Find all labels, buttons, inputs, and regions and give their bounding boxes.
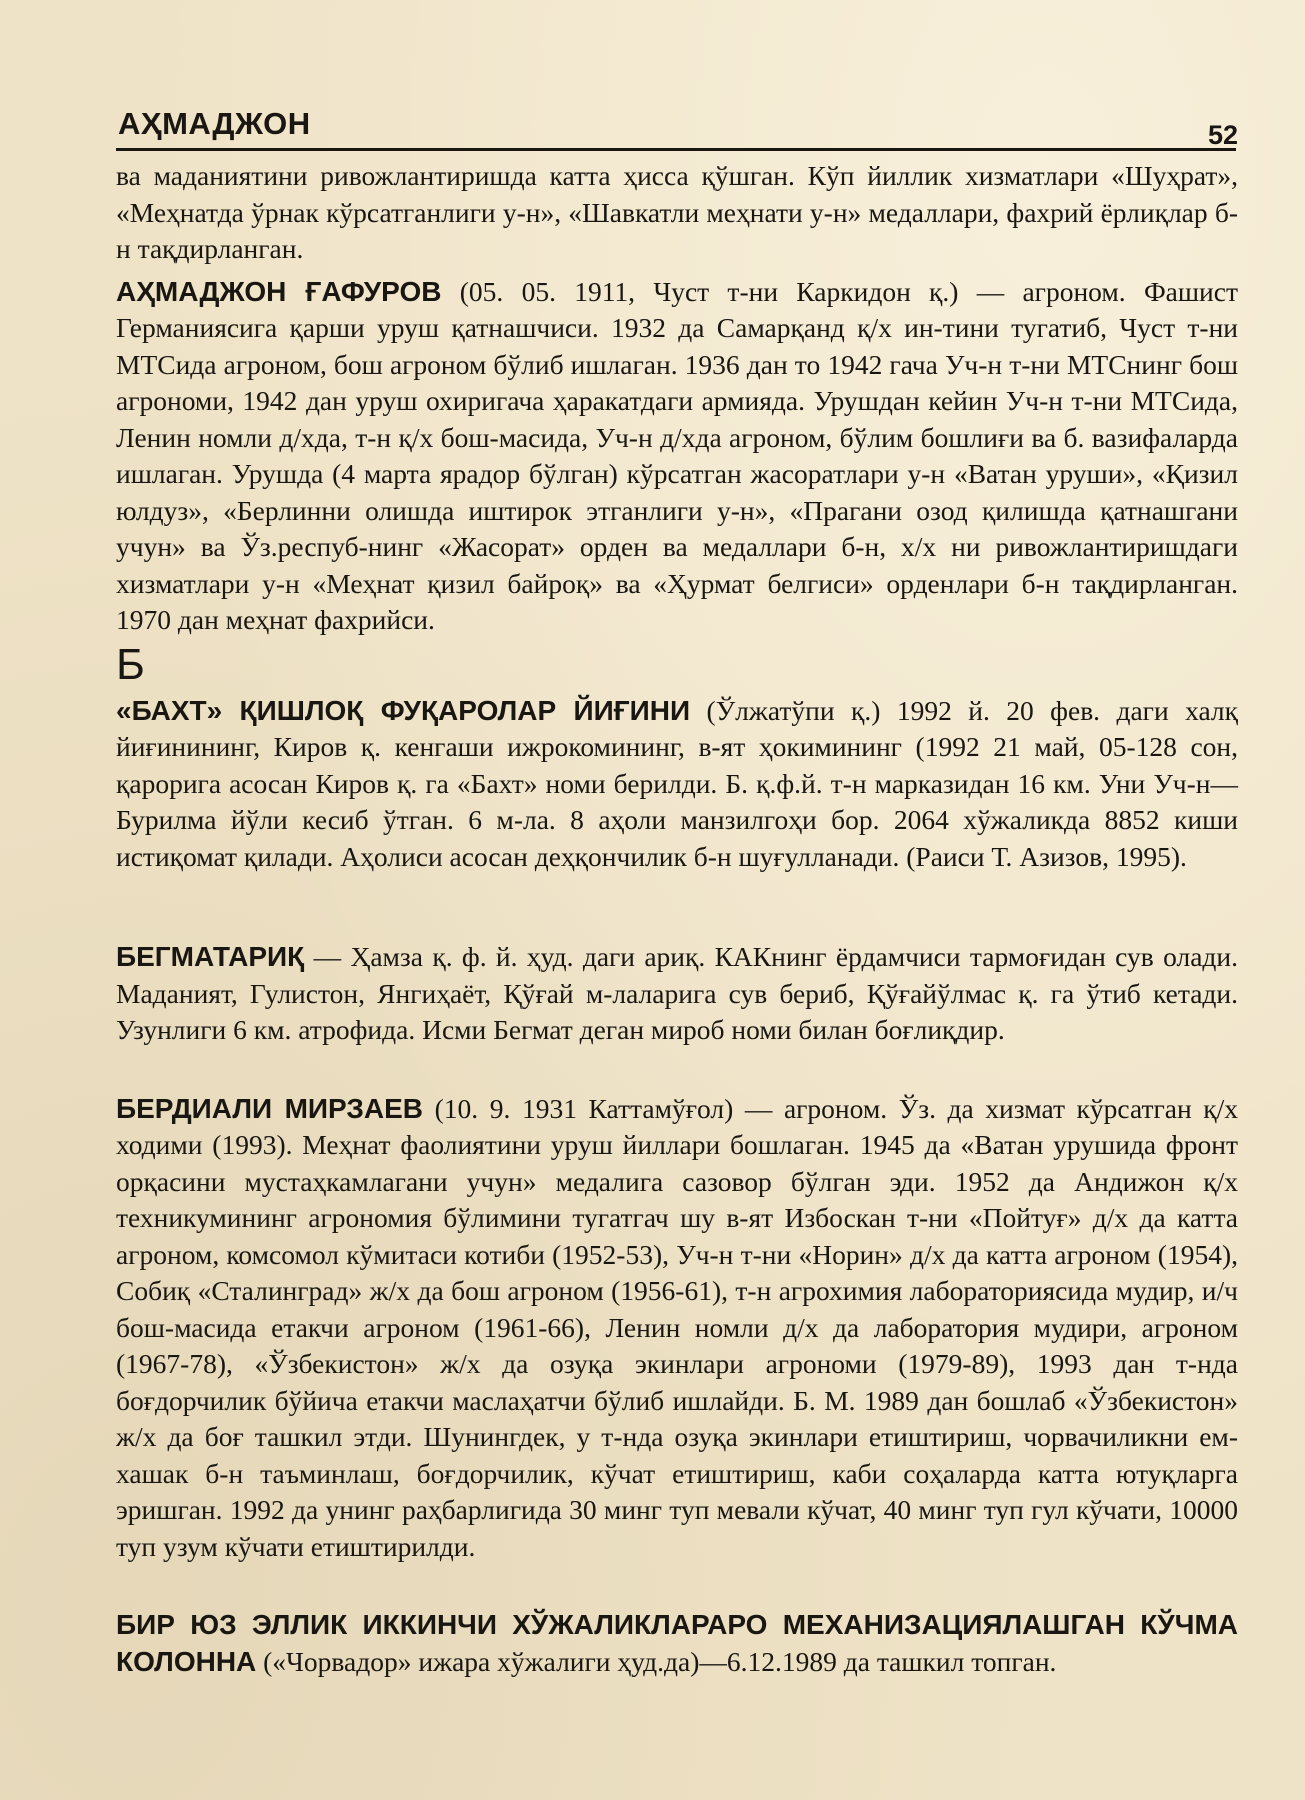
running-head: АҲМАДЖОН xyxy=(118,106,311,141)
entry-kolonna xyxy=(116,1607,1238,1680)
entry-kolonna-text: («Чорвадор» ижара хўжалиги ҳуд.да)—6.12.1989 да ташкил топган. xyxy=(263,1645,1057,1677)
entry-kolonna-title: БИР ЮЗ ЭЛЛИК ИККИНЧИ ХЎЖАЛИКЛАРАРО МЕХАНИЗАЦИЯЛАШГАН КЎЧМА КОЛОННА xyxy=(116,1609,1238,1677)
entry-bakht xyxy=(116,693,1238,876)
entry-begmatariq xyxy=(116,939,1238,1049)
entry-bakht-title: «БАХТ» ҚИШЛОҚ ФУҚАРОЛАР ЙИҒИНИ xyxy=(116,694,691,726)
entry-gafurov-text: (05. 05. 1911, Чуст т-ни Каркидон қ.) — агроном. Фашист Германиясига қарши уруш қатнашчиси. 1932 да Самарқанд қ/х ин-тини тугатиб, Чуст т-ни МТСида агроном, бош агроном бўлиб ишлаган. 1936 дан то 1942 гача Уч-н т-ни МТСнинг бош агрономи, 1942 дан уруш охиригача ҳаракатдаги армияда. Урушдан кейин Уч-н т-ни МТСида, Ленин номли д/хда, т-н қ/х бош-масида, Уч-н д/хда агроном, бўлим бошлиғи ва б. вазифаларда ишлаган. Урушда (4 марта ярадор бўлган) кўрсатган жасоратлари у-н «Ватан уруши», «Қизил юлдуз», «Берлинни олишда иштирок этганлиги у-н», «Прагани озод қилишда қатнашгани учун» ва Ўз.респуб-нинг «Жасорат» орден ва медаллари б-н, х/х ни ривожлантиришдаги хизматлари у-н «Меҳнат қизил байроқ» ва «Ҳурмат белгиси» орденлари б-н тақдирланган. 1970 дан меҳнат фахрийси. xyxy=(116,275,1238,635)
entry-berdiali xyxy=(116,1091,1238,1566)
entry-berdiali-title: БЕРДИАЛИ МИРЗАЕВ xyxy=(116,1092,424,1124)
section-letter: Б xyxy=(116,639,145,689)
entry-continuation xyxy=(116,158,1238,268)
page-body xyxy=(116,158,1238,1680)
entry-gafurov xyxy=(116,274,1238,639)
entry-bakht-text: (Ўлжатўпи қ.) 1992 й. 20 фев. даги халқ йиғинининг, Киров қ. кенгаши ижрокомининг, в-ят ҳокимининг (1992 21 май, 05-128 сон, қарорига асосан Киров қ. га «Бахт» номи берилди. Б. қ.ф.й. т-н марказидан 16 км. Уни Уч-н—Бурилма йўли кесиб ўтган. 6 м-ла. 8 аҳоли манзилгоҳи бор. 2064 хўжаликда 8852 киши истиқомат қилади. Аҳолиси асосан деҳқончилик б-н шуғулланади. (Раиси Т. Азизов, 1995). xyxy=(116,694,1238,872)
entry-berdiali-text: (10. 9. 1931 Каттамўғол) — агроном. Ўз. да хизмат кўрсатган қ/х ходими (1993). Меҳнат фаолиятини уруш йиллари бошлаган. 1945 да «Ватан урушида фронт орқасини мустаҳкамлагани учун» медалига сазовор бўлган эди. 1952 да Андижон қ/х техникумининг агрономия бўлимини тугатгач шу в-ят Избоскан т-ни «Пойтуғ» д/х да катта агроном, комсомол кўмитаси котиби (1952-53), Уч-н т-ни «Норин» д/х да катта агроном (1954), Собиқ «Сталинград» ж/х да бош агроном (1956-61), т-н агрохимия лабораториясида мудир, и/ч бош-масида етакчи агроном (1961-66), Ленин номли д/х да лаборатория мудири, агроном (1967-78), «Ўзбекистон» ж/х да озуқа экинлари агрономи (1979-89), 1993 дан т-нда боғдорчилик бўйича етакчи маслаҳатчи бўлиб ишлайди. Б. М. 1989 дан бошлаб «Ўзбекистон» ж/х да боғ ташкил этди. Шунингдек, у т-нда озуқа экинлари етиштириш, чорвачиликни ем-хашак б-н таъминлаш, боғдорчилик, кўчат етиштириш, каби соҳаларда катта ютуқларга эришган. 1992 да унинг раҳбарлигида 30 минг туп мевали кўчат, 40 минг туп гул кўчати, 10000 туп узум кўчати етиштирилди. xyxy=(116,1092,1239,1562)
entry-begmatariq-title: БЕГМАТАРИҚ xyxy=(116,941,305,972)
entry-continuation-text: ва маданиятини ривожлантиришда катта ҳисса қўшган. Кўп йиллик хизматлари «Шуҳрат», «Меҳнатда ўрнак кўрсатганлиги у-н», «Шавкатли меҳнати у-н» медаллари, фахрий ёрлиқлар б-н тақдирланган. xyxy=(116,160,1238,264)
entry-gafurov-title: АҲМАДЖОН ҒАФУРОВ xyxy=(116,275,442,307)
entry-begmatariq-text: — Ҳамза қ. ф. й. ҳуд. даги ариқ. КАКнинг ёрдамчиси тармоғидан сув олади. Маданият, Гулистон, Янгиҳаёт, Қўғай м-лаларига сув бериб, Қўғайўлмас қ. га ўтиб кетади. Узунлиги 6 км. атрофида. Исми Бегмат деган мироб номи билан боғлиқдир. xyxy=(116,941,1238,1045)
page-header xyxy=(116,102,1236,151)
page-number: 52 xyxy=(1207,120,1238,150)
